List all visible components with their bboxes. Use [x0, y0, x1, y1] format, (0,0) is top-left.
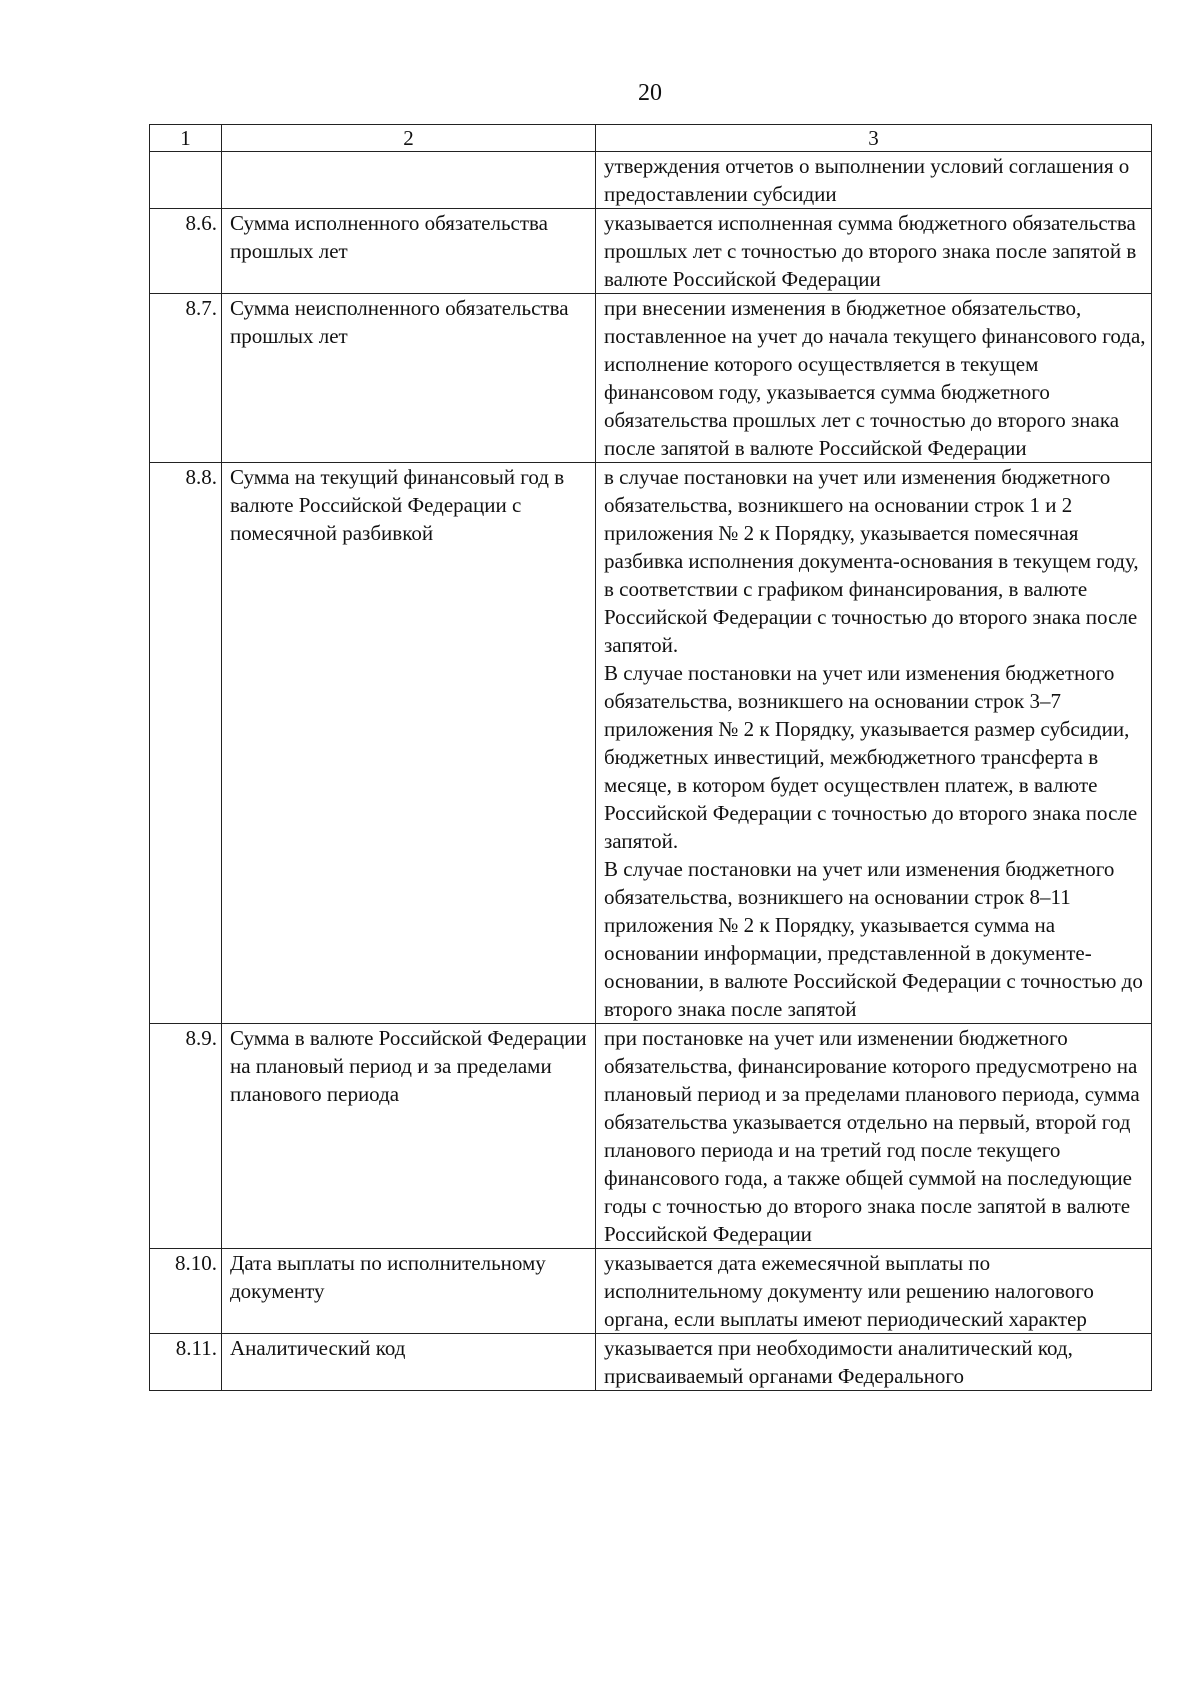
- description-paragraph: при внесении изменения в бюджетное обязательство, поставленное на учет до начала текущего финансового года, исполнение которого осуществляется в текущем финансовом году, указывается сумма бюджетного обязательства прошлых лет с точностью до второго знака после запятой в валюте Российской Федерации: [604, 296, 1146, 460]
- description-paragraph: указывается при необходимости аналитический код, присваиваемый органами Федерального: [604, 1336, 1073, 1388]
- table-row: [150, 463, 1152, 1024]
- description-paragraph: в случае постановки на учет или изменения бюджетного обязательства, возникшего на основании строк 1 и 2 приложения № 2 к Порядку, указывается помесячная разбивка исполнения документа-основания в текущем году, в соответствии с графиком финансирования, в валюте Российской Федерации с точностью до второго знака после запятой.: [604, 465, 1139, 657]
- row-number: 8.6.: [150, 209, 222, 294]
- table-header-row: [150, 125, 1152, 152]
- column-header-3: 3: [596, 125, 1152, 152]
- column-header-2: 2: [222, 125, 596, 152]
- row-description: [596, 152, 1152, 209]
- table-row: [150, 1024, 1152, 1249]
- row-requisite-name: Сумма на текущий финансовый год в валюте Российской Федерации с помесячной разбивкой: [222, 463, 596, 1024]
- description-paragraph: В случае постановки на учет или изменения бюджетного обязательства, возникшего на основании строк 3–7 приложения № 2 к Порядку, указывается размер субсидии, бюджетных инвестиций, межбюджетного трансферта в месяце, в котором будет осуществлен платеж, в валюте Российской Федерации с точностью до второго знака после запятой.: [604, 661, 1138, 853]
- column-header-1: 1: [150, 125, 222, 152]
- description-paragraph: указывается дата ежемесячной выплаты по исполнительному документу или решению налогового органа, если выплаты имеют периодический характер: [604, 1251, 1094, 1331]
- row-description: [596, 463, 1152, 1024]
- row-requisite-name: Сумма исполненного обязательства прошлых лет: [222, 209, 596, 294]
- row-requisite-name: Аналитический код: [222, 1334, 596, 1391]
- row-requisite-name: Дата выплаты по исполнительному документу: [222, 1249, 596, 1334]
- description-paragraph: при постановке на учет или изменении бюджетного обязательства, финансирование которого предусмотрено на плановый период и за пределами планового периода, сумма обязательства указывается отдельно на первый, второй год планового периода и на третий год после текущего финансового года, а также общей суммой на последующие годы с точностью до второго знака после запятой в валюте Российской Федерации: [604, 1026, 1140, 1246]
- row-description: [596, 1334, 1152, 1391]
- requisites-table: [149, 124, 1152, 1391]
- row-number: [150, 152, 222, 209]
- row-description: [596, 209, 1152, 294]
- row-requisite-name: [222, 152, 596, 209]
- table-row: [150, 152, 1152, 209]
- table-row: [150, 209, 1152, 294]
- row-description: [596, 1024, 1152, 1249]
- description-paragraph: В случае постановки на учет или изменения бюджетного обязательства, возникшего на основании строк 8–11 приложения № 2 к Порядку, указывается сумма на основании информации, представленной в документе-основании, в валюте Российской Федерации с точностью до второго знака после запятой: [604, 857, 1143, 1021]
- table-body: [150, 152, 1152, 1391]
- row-number: 8.9.: [150, 1024, 222, 1249]
- row-number: 8.10.: [150, 1249, 222, 1334]
- row-description: [596, 294, 1152, 463]
- row-requisite-name: Сумма неисполненного обязательства прошлых лет: [222, 294, 596, 463]
- description-paragraph: указывается исполненная сумма бюджетного обязательства прошлых лет с точностью до второго знака после запятой в валюте Российской Федерации: [604, 211, 1137, 291]
- row-requisite-name: Сумма в валюте Российской Федерации на плановый период и за пределами планового периода: [222, 1024, 596, 1249]
- page-number: 20: [638, 80, 662, 106]
- row-description: [596, 1249, 1152, 1334]
- row-number: 8.7.: [150, 294, 222, 463]
- table-row: [150, 1334, 1152, 1391]
- description-paragraph: утверждения отчетов о выполнении условий соглашения о предоставлении субсидии: [604, 154, 1130, 206]
- row-number: 8.11.: [150, 1334, 222, 1391]
- table-row: [150, 1249, 1152, 1334]
- row-number: 8.8.: [150, 463, 222, 1024]
- table-row: [150, 294, 1152, 463]
